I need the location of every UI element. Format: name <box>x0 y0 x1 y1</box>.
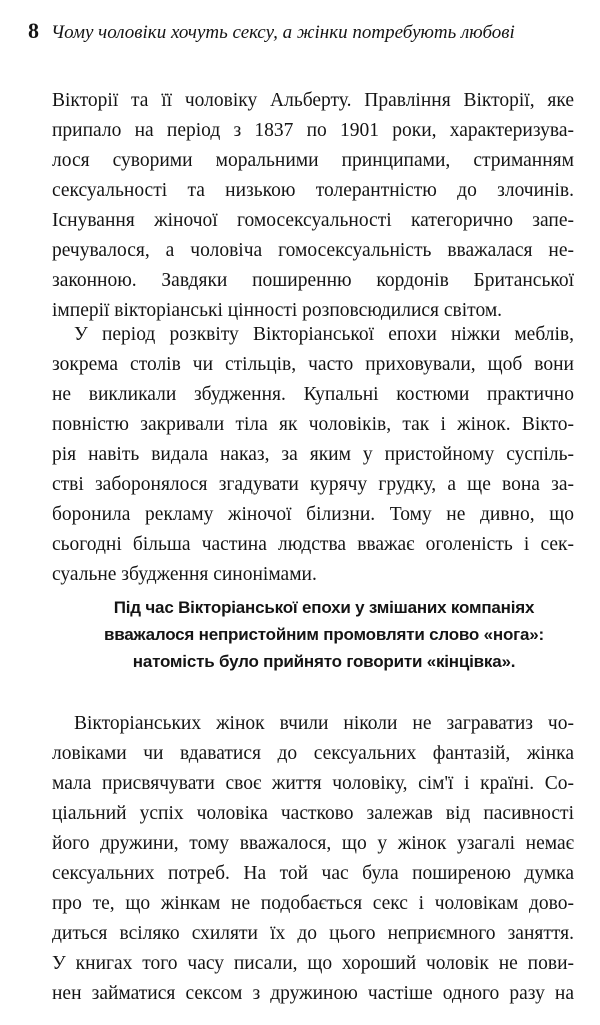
text-line: ловіками чи вдаватися до сексуальних фантазій, жінка <box>52 743 574 764</box>
text-line: сексуальних потреб. На той час була поширеною думка <box>52 863 574 884</box>
text-line: про те, що жінкам не подобається секс і чоловікам дово- <box>52 893 574 914</box>
text-line: Вікторії та її чоловіку Альберту. Правління Вікторії, яке <box>52 90 574 111</box>
text-line: Існування жіночої гомосексуальності категорично запе- <box>52 210 574 231</box>
text-line: його дружини, тому вважалося, що у жінок узагалі немає <box>52 833 574 854</box>
text-line: не викликали збудження. Купальні костюми практично <box>52 384 574 405</box>
text-line: мала присвячувати своє життя чоловіку, сім'ї і країні. Со- <box>52 773 574 794</box>
text-line: Вікторіанських жінок вчили ніколи не заграватиз чо- <box>74 713 574 734</box>
text-line: сексуальності та низькою толерантністю до злочинів. <box>52 180 574 201</box>
text-line: диться всіляко схиляти їх до цього неприємного заняття. <box>52 923 574 944</box>
paragraph-1 <box>52 86 574 326</box>
text-line: речувалося, а чоловіча гомосексуальність вважалася не- <box>52 240 574 261</box>
text-line: суальне збудження синонімами. <box>52 564 317 585</box>
text-line: законною. Завдяки поширенню кордонів Британської <box>52 270 574 291</box>
paragraph-3 <box>52 709 574 1009</box>
running-header <box>28 18 578 52</box>
text-line: сьогодні більша частина людства вважає оголеність і сек- <box>52 534 574 555</box>
page-number: 8 <box>28 18 39 43</box>
text-line: імперії вікторіанські цінності розповсюдилися світом. <box>52 300 503 321</box>
text-line: нен займатися сексом з дружиною частіше одного разу на <box>52 983 574 1004</box>
running-title: Чому чоловіки хочуть сексу, а жінки потребують любові <box>51 22 515 43</box>
text-line: зокрема столів чи стільців, часто приховували, щоб вони <box>52 354 574 375</box>
text-line: рія навіть видала наказ, за яким у пристойному суспіль- <box>52 444 574 465</box>
text-line: У період розквіту Вікторіанської епохи ніжки меблів, <box>74 324 574 345</box>
text-line: припало на період з 1837 по 1901 роки, характеризува- <box>52 120 574 141</box>
text-line: боронила рекламу жіночої білизни. Тому не дивно, що <box>52 504 574 525</box>
text-line: ціальний успіх чоловіка частково залежав від пасивності <box>52 803 574 824</box>
pull-quote-line: натомість було прийнято говорити «кінцівка». <box>132 652 516 671</box>
pull-quote <box>100 594 548 675</box>
text-line: повністю закривали тіла як чоловіків, так і жінок. Вікто- <box>52 414 574 435</box>
pull-quote-line: вважалося непристойним промовляти слово «нога»: <box>103 625 544 644</box>
paragraph-2 <box>52 320 574 590</box>
pull-quote-line: Під час Вікторіанської епохи у змішаних компаніях <box>113 598 535 617</box>
text-line: У книгах того часу писали, що хороший чоловік не пови- <box>52 953 574 974</box>
text-line: стві заборонялося згадувати курячу грудку, а ще вона за- <box>52 474 574 495</box>
text-line: лося суворими моральними принципами, стриманням <box>52 150 574 171</box>
